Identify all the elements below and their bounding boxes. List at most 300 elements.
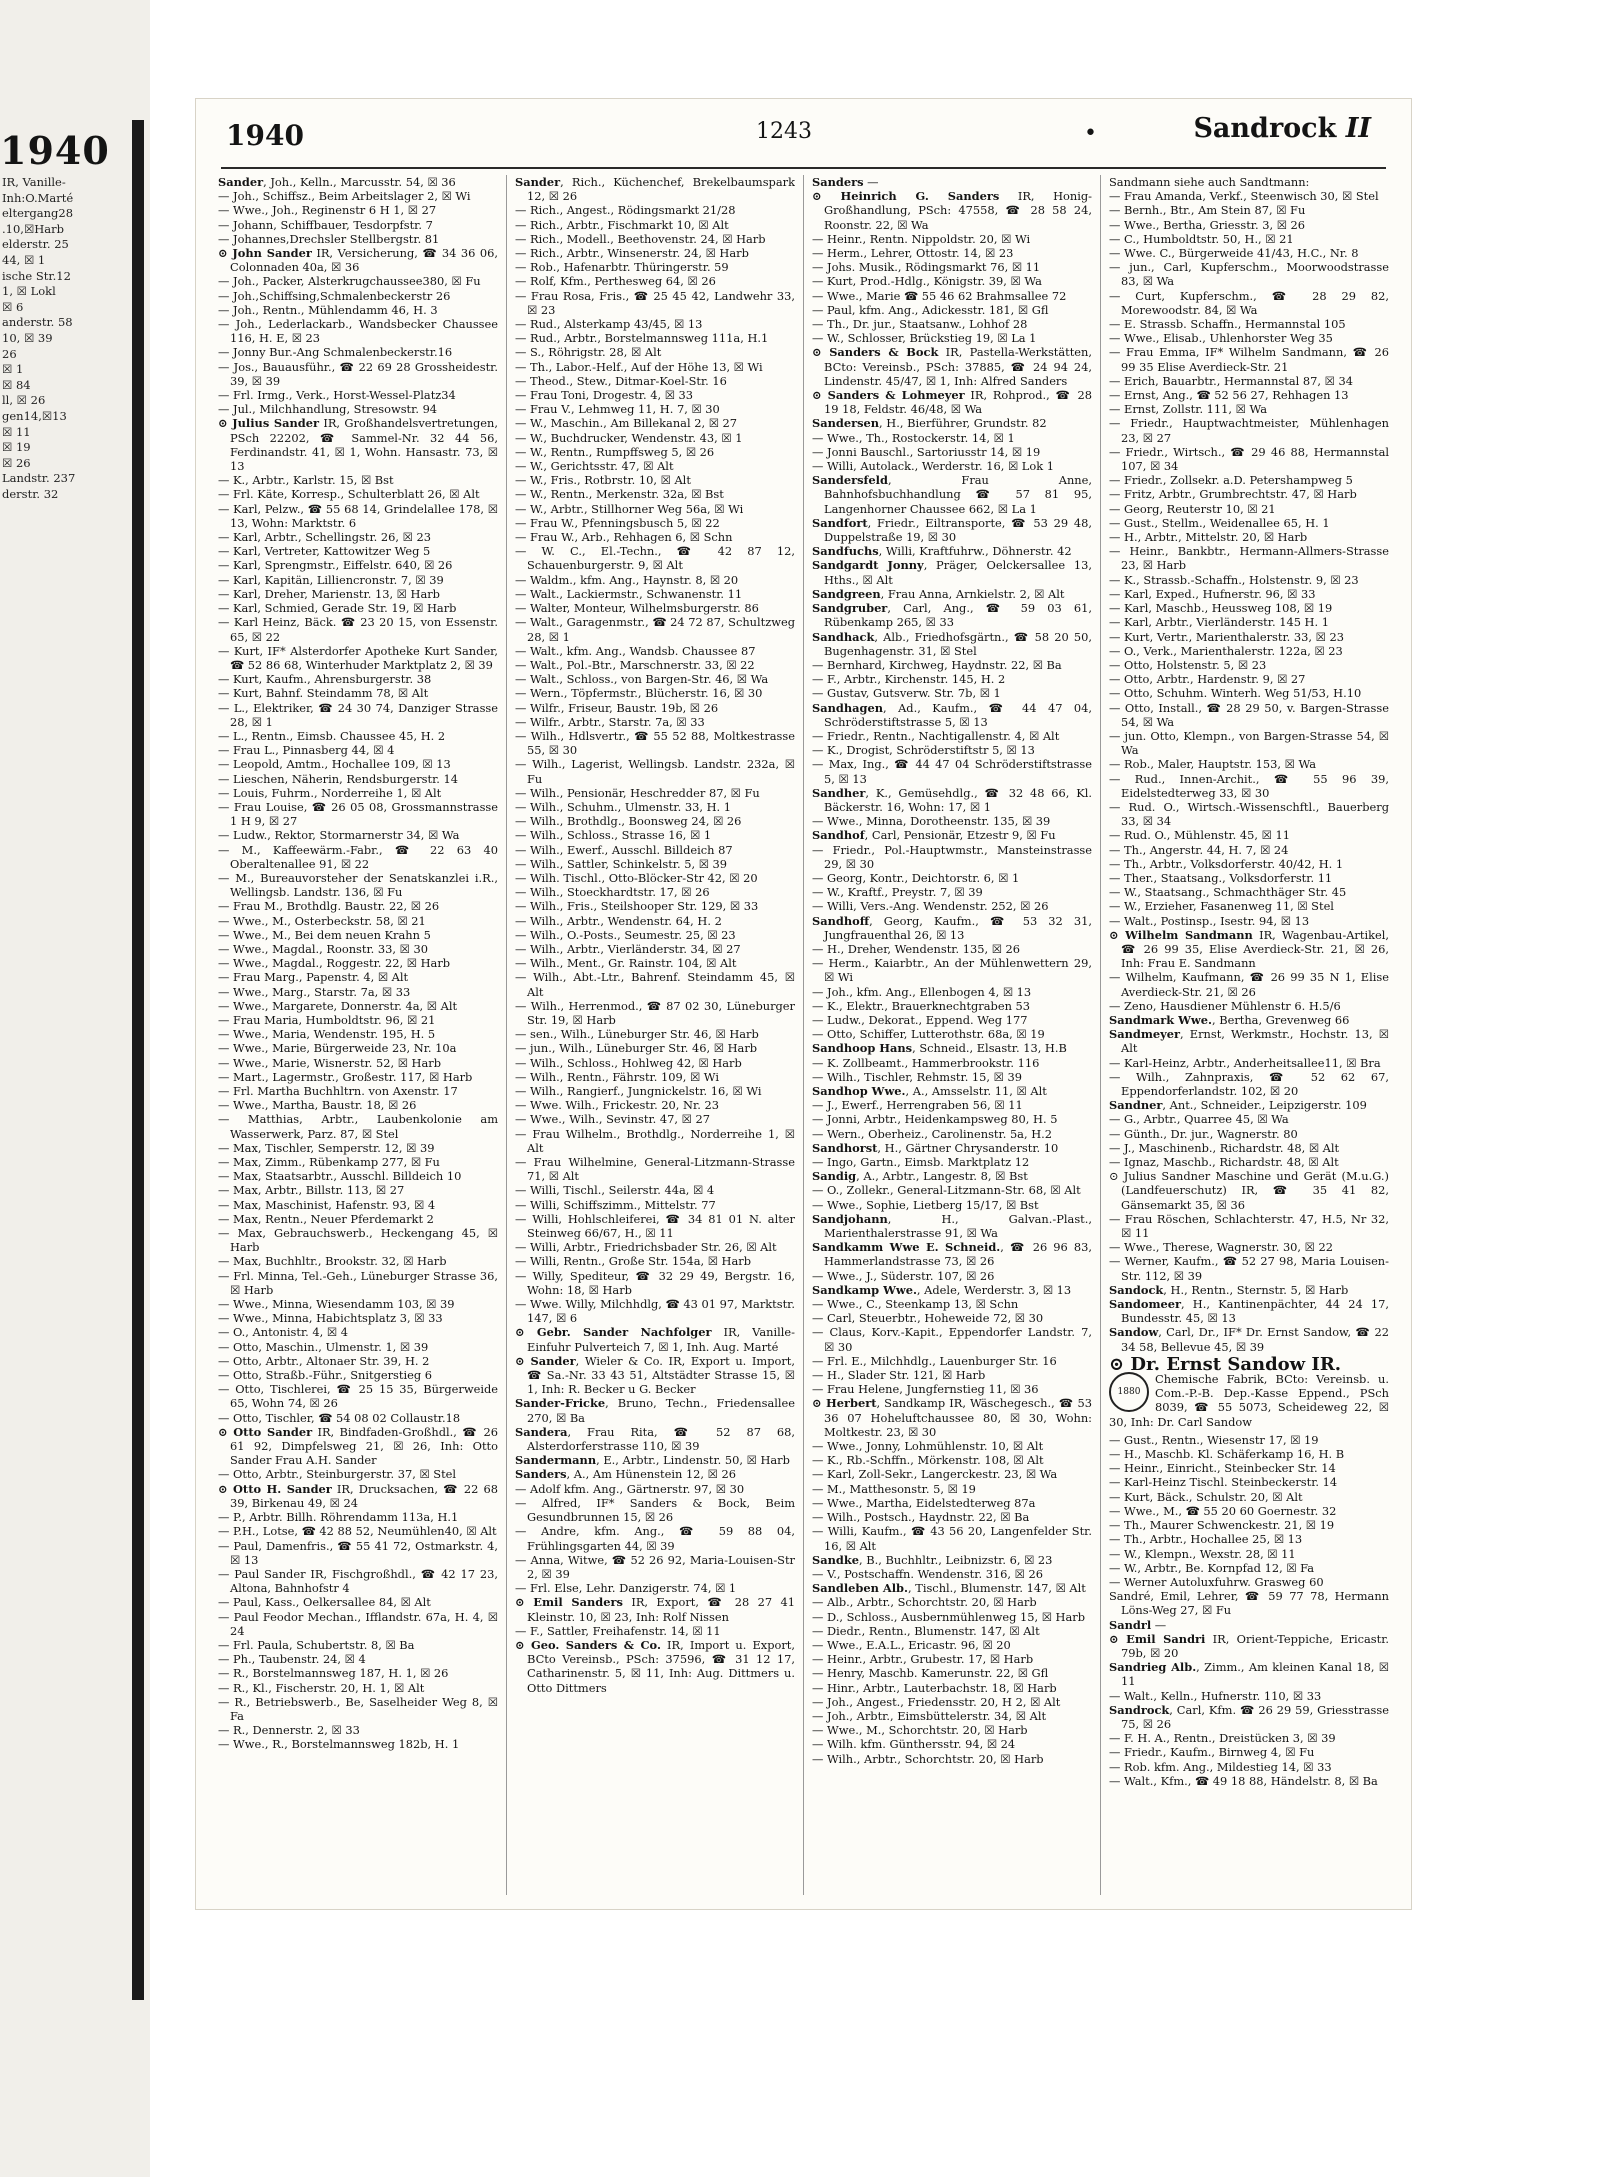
directory-entry: — W., Schlosser, Brückstieg 19, ☒ La 1	[812, 331, 1037, 346]
directory-entry: — jun., Carl, Kupferschm., Moorwoodstrasse 83, ☒ Wa	[1109, 260, 1389, 289]
directory-entry: — Mart., Lagermstr., Großestr. 117, ☒ Harb	[218, 1069, 473, 1084]
directory-entry: — Wilh., Schloss., Hohlweg 42, ☒ Harb	[515, 1055, 742, 1070]
left-page-fragment: ll, ☒ 26	[2, 393, 46, 408]
directory-entry: — Willi, Schiffszimm., Mittelstr. 77	[515, 1197, 716, 1212]
directory-entry: — K., Drogist, Schröderstiftstr 5, ☒ 13	[812, 743, 1035, 758]
directory-entry: — Th., Labor.-Helf., Auf der Höhe 13, ☒ Wi	[515, 359, 763, 374]
directory-entry: ⊙ Heinrich G. Sanders IR, Honig-Großhandlung, PSch: 47558, ☎ 28 58 24, Roonstr. 22, ☒ Wa	[812, 189, 1092, 232]
directory-entry: — W., Erzieher, Fasanenweg 11, ☒ Stel	[1109, 899, 1334, 914]
directory-entry: Sandersfeld, Frau Anne, Bahnhofsbuchhandlung ☎ 57 81 95, Langenhorner Chaussee 662, ☒ La 1	[812, 473, 1092, 516]
directory-entry: — W., Fris., Rotbrstr. 10, ☒ Alt	[515, 473, 691, 488]
directory-entry: — Wwe., Minna, Dorotheenstr. 135, ☒ 39	[812, 814, 1051, 829]
advertisement-text: Chemische Fabrik, BCto: Vereinsb. u. Com.-P.-B. Dep.-Kasse Eppend., PSch 8039, ☎ 55 5073, Scheideweg 22, ☒ 30, Inh: Dr. Carl Sandow	[1109, 1372, 1389, 1429]
directory-entry: — Leopold, Amtm., Hochallee 109, ☒ 13	[218, 757, 451, 772]
directory-entry: — W. C., El.-Techn., ☎ 42 87 12, Schauenburgerstr. 9, ☒ Alt	[515, 544, 795, 573]
directory-entry: — Wwe., M., Osterbeckstr. 58, ☒ 21	[218, 913, 426, 928]
directory-entry: — P.H., Lotse, ☎ 42 88 52, Neumühlen40, ☒ Alt	[218, 1524, 497, 1539]
directory-entry: — Wwe., Elisab., Uhlenhorster Weg 35	[1109, 331, 1333, 346]
left-page-fragment: elderstr. 25	[2, 237, 69, 252]
page-header	[196, 99, 1411, 171]
directory-entry: — Friedr., Zollsekr. a.D. Petershampweg 5	[1109, 473, 1353, 488]
directory-entry: — Kurt, Kaufm., Ahrensburgerstr. 38	[218, 672, 432, 687]
directory-entry: — Wern., Oberheiz., Carolinenstr. 5a, H.2	[812, 1126, 1053, 1141]
directory-entry: — Wwe., Magdal., Roggestr. 22, ☒ Harb	[218, 956, 451, 971]
directory-entry: — Max, Arbtr., Billstr. 113, ☒ 27	[218, 1183, 405, 1198]
directory-entry: — Jonni, Arbtr., Heidenkampsweg 80, H. 5	[812, 1112, 1058, 1127]
directory-entry: — Wilh., Lagerist, Wellingsb. Landstr. 232a, ☒ Fu	[515, 757, 795, 786]
directory-entry: — H., Maschb. Kl. Schäferkamp 16, H. B	[1109, 1447, 1345, 1462]
directory-entry: — Walt., Garagenmstr., ☎ 24 72 87, Schultzweg 28, ☒ 1	[515, 615, 795, 644]
directory-entry: — F., Arbtr., Kirchenstr. 145, H. 2	[812, 672, 1006, 687]
directory-entry: — Walt., Pol.-Btr., Marschnerstr. 33, ☒ 22	[515, 657, 755, 672]
directory-entry: — Wilh. kfm. Günthersstr. 94, ☒ 24	[812, 1737, 1016, 1752]
directory-entry: — Walt., Schloss., von Bargen-Str. 46, ☒ Wa	[515, 672, 769, 687]
directory-entry: Sanders —	[812, 175, 879, 189]
directory-entry: — Rich., Modell., Beethovenstr. 24, ☒ Harb	[515, 231, 766, 246]
directory-entry: — Joh., Packer, Alsterkrugchaussee380, ☒ Fu	[218, 274, 481, 289]
directory-entry: — Jul., Milchhandlung, Stresowstr. 94	[218, 402, 438, 417]
directory-entry: — Wwe., Martha, Eidelstedterweg 87a	[812, 1495, 1036, 1510]
directory-entry: — C., Humboldtstr. 50, H., ☒ 21	[1109, 231, 1294, 246]
directory-entry: — Friedr., Rentn., Nachtigallenstr. 4, ☒ Alt	[812, 728, 1060, 743]
directory-entry: — Gust., Stellm., Weidenallee 65, H. 1	[1109, 515, 1330, 530]
directory-entry: ⊙ Sanders & Bock IR, Pastella-Werkstätten, BCto: Vereinsb., PSch: 37885, ☎ 24 94 24, Lindenstr. 45/47, ☒ 1, Inh: Alfred Sanders	[812, 345, 1092, 388]
directory-entry: — Joh., Angest., Friedensstr. 20, H 2, ☒ Alt	[812, 1694, 1061, 1709]
directory-entry: — Wwe., Therese, Wagnerstr. 30, ☒ 22	[1109, 1240, 1334, 1255]
directory-entry: — W., Klempn., Wexstr. 28, ☒ 11	[1109, 1546, 1296, 1561]
page-number: 1243	[756, 119, 812, 144]
directory-entry: ⊙ Sander, Wieler & Co. IR, Export u. Import, ☎ Sa.-Nr. 33 43 51, Altstädter Strasse 15, ☒ 1, Inh: R. Becker u G. Becker	[515, 1353, 795, 1397]
advertisement-firm-name: ⊙ Dr. Ernst Sandow IR.	[1109, 1353, 1342, 1375]
directory-entry: — Frl. Else, Lehr. Danzigerstr. 74, ☒ 1	[515, 1581, 737, 1596]
directory-entry: — Frau Helene, Jungfernstieg 11, ☒ 36	[812, 1382, 1039, 1397]
directory-entry: — Rich., Arbtr., Fischmarkt 10, ☒ Alt	[515, 217, 729, 232]
directory-entry: — Joh., Rentn., Mühlendamm 46, H. 3	[218, 302, 438, 317]
directory-entry: — Walt., kfm. Ang., Wandsb. Chaussee 87	[515, 643, 756, 658]
directory-entry: — Frau Wilhelm., Brothdlg., Norderreihe 1, ☒ Alt	[515, 1126, 795, 1155]
directory-entry: — Wwe., Marie ☎ 55 46 62 Brahmsallee 72	[812, 288, 1067, 303]
left-page-fragment: ische Str.12	[2, 268, 71, 283]
directory-entry: — Willi, Rentn., Große Str. 154a, ☒ Harb	[515, 1254, 752, 1269]
directory-entry: — Johs. Musik., Rödingsmarkt 76, ☒ 11	[812, 260, 1041, 275]
directory-entry: — K., Arbtr., Karlstr. 15, ☒ Bst	[218, 473, 394, 488]
directory-entry: — Heinr., Bankbtr., Hermann-Allmers-Strasse 23, ☒ Harb	[1109, 544, 1389, 573]
directory-entry: — Karl, Sprengmstr., Eiffelstr. 640, ☒ 26	[218, 558, 453, 573]
directory-entry: — Kurt, Prod.-Hdlg., Königstr. 39, ☒ Wa	[812, 274, 1042, 289]
left-page-fragment: Inh:O.Marté	[2, 190, 74, 205]
directory-entry: — Wwe., Wilh., Sevinstr. 47, ☒ 27	[515, 1112, 710, 1127]
directory-entry: — Wwe., Magdal., Roonstr. 33, ☒ 30	[218, 941, 428, 956]
directory-entry: — F. H. A., Rentn., Dreistücken 3, ☒ 39	[1109, 1731, 1336, 1746]
directory-entry: ⊙ Sanders & Lohmeyer IR, Rohprod., ☎ 28 19 18, Feldstr. 46/48, ☒ Wa	[812, 388, 1092, 417]
directory-entry: — Rob., Hafenarbtr. Thüringerstr. 59	[515, 260, 729, 275]
directory-entry: — Wilh., Arbtr., Wendenstr. 64, H. 2	[515, 913, 722, 928]
directory-entry: — Wilhelm, Kaufmann, ☎ 26 99 35 N 1, Elise Averdieck-Str. 21, ☒ 26	[1109, 970, 1389, 999]
directory-entry: — Frau W., Pfenningsbusch 5, ☒ 22	[515, 515, 720, 530]
directory-entry: Sandhoff, Georg, Kaufm., ☎ 53 32 31, Jungfrauenthal 26, ☒ 13	[812, 913, 1092, 942]
directory-entry: Sandleben Alb., Tischl., Blumenstr. 147, ☒ Alt	[812, 1581, 1086, 1596]
directory-entry: — Karl, Exped., Hufnerstr. 96, ☒ 33	[1109, 586, 1316, 601]
directory-entry: — Max, Zimm., Rübenkamp 277, ☒ Fu	[218, 1155, 440, 1170]
directory-entry: — Wilh., Schloss., Strasse 16, ☒ 1	[515, 828, 712, 843]
directory-entry: — Wwe., M., Schorchtstr. 20, ☒ Harb	[812, 1723, 1028, 1738]
left-page-margin	[0, 0, 150, 2177]
directory-entry: — W., Rentn., Rumpffsweg 5, ☒ 26	[515, 444, 715, 459]
listing-columns	[218, 175, 1388, 1895]
directory-entry: — O., Verk., Marienthalerstr. 122a, ☒ 23	[1109, 643, 1343, 658]
directory-entry: — Joh., Schiffsz., Beim Arbeitslager 2, ☒ Wi	[218, 189, 471, 204]
directory-entry: — Frau Maria, Humboldtstr. 96, ☒ 21	[218, 1012, 436, 1027]
directory-entry: — G., Arbtr., Quarree 45, ☒ Wa	[1109, 1112, 1289, 1127]
directory-entry: — J., Maschinenb., Richardstr. 48, ☒ Alt	[1109, 1140, 1340, 1155]
directory-entry: — Otto, Schuhm. Winterh. Weg 51/53, H.10	[1109, 686, 1362, 701]
directory-entry: — Rud., Alsterkamp 43/45, ☒ 13	[515, 317, 703, 332]
directory-entry: — Max, Maschinist, Hafenstr. 93, ☒ 4	[218, 1197, 436, 1212]
directory-entry: — Max, Buchhltr., Brookstr. 32, ☒ Harb	[218, 1254, 447, 1269]
directory-entry: — W., Arbtr., Stillhorner Weg 56a, ☒ Wi	[515, 501, 744, 516]
directory-entry: — Rud., Innen-Archit., ☎ 55 96 39, Eidelstedterweg 33, ☒ 30	[1109, 771, 1389, 800]
directory-entry: ⊙ Otto Sander IR, Bindfaden-Großhdl., ☎ 26 61 92, Dimpfelsweg 21, ☒ 26, Inh: Otto Sander Frau A.H. Sander	[218, 1424, 498, 1468]
directory-entry: — K. Zollbeamt., Hammerbrookstr. 116	[812, 1055, 1040, 1070]
left-page-fragment: 44, ☒ 1	[2, 252, 46, 267]
directory-entry: — Wilh. Tischl., Otto-Blöcker-Str 42, ☒ 20	[515, 870, 758, 885]
directory-entry: — Walter, Monteur, Wilhelmsburgerstr. 86	[515, 601, 759, 616]
directory-entry: — Rob., Maler, Hauptstr. 153, ☒ Wa	[1109, 757, 1316, 772]
directory-entry: — O., Antonistr. 4, ☒ 4	[218, 1325, 348, 1340]
left-page-fragment: ☒ 1	[2, 362, 24, 377]
directory-entry: — Frau Emma, IF* Wilhelm Sandmann, ☎ 26 99 35 Elise Averdieck-Str. 21	[1109, 345, 1389, 374]
directory-entry: Sandock, H., Rentn., Sternstr. 5, ☒ Harb	[1109, 1282, 1349, 1297]
directory-entry: — Carl, Steuerbtr., Hoheweide 72, ☒ 30	[812, 1311, 1044, 1326]
directory-entry: Sandjohann, H., Galvan.-Plast., Marienthalerstrasse 91, ☒ Wa	[812, 1211, 1092, 1241]
directory-entry: — Paul Sander IR, Fischgroßhdl., ☎ 42 17 23, Altona, Bahnhofstr 4	[218, 1566, 498, 1596]
directory-entry: Sandgreen, Frau Anna, Arnkielstr. 2, ☒ Alt	[812, 586, 1065, 601]
left-page-fragment: ☒ 11	[2, 424, 31, 439]
directory-entry: — Frau Wilhelmine, General-Litzmann-Strasse 71, ☒ Alt	[515, 1155, 795, 1184]
directory-entry: — O., Zollekr., General-Litzmann-Str. 68, ☒ Alt	[812, 1183, 1081, 1198]
directory-entry: Sandrock, Carl, Kfm. ☎ 26 29 59, Griesstrasse 75, ☒ 26	[1109, 1702, 1389, 1731]
directory-entry: — Heinr., Einricht., Steinbecker Str. 14	[1109, 1461, 1336, 1476]
directory-entry: — M., Bureauvorsteher der Senatskanzlei i.R., Wellingsb. Landstr. 136, ☒ Fu	[218, 870, 498, 900]
directory-entry: — Heinr., Rentn. Nippoldstr. 20, ☒ Wi	[812, 231, 1031, 246]
directory-entry: — Ingo, Gartn., Eimsb. Marktplatz 12	[812, 1155, 1030, 1170]
directory-entry: — Friedr., Kaufm., Birnweg 4, ☒ Fu	[1109, 1745, 1315, 1760]
directory-entry: — Otto, Arbtr., Steinburgerstr. 37, ☒ Stel	[218, 1467, 457, 1482]
directory-entry: — Willi, Autolack., Werderstr. 16, ☒ Lok 1	[812, 459, 1054, 474]
directory-entry: — Otto, Arbtr., Altonaer Str. 39, H. 2	[218, 1353, 430, 1368]
directory-entry: — Wwe., R., Borstelmannsweg 182b, H. 1	[218, 1737, 460, 1752]
directory-entry: — Karl, Vertreter, Kattowitzer Weg 5	[218, 544, 431, 559]
directory-entry: — Frau Röschen, Schlachterstr. 47, H.5, Nr 32, ☒ 11	[1109, 1211, 1389, 1241]
directory-entry: — Curt, Kupferschm., ☎ 28 29 82, Morewoodstr. 84, ☒ Wa	[1109, 288, 1389, 317]
directory-entry: — Louis, Fuhrm., Norderreihe 1, ☒ Alt	[218, 785, 442, 800]
directory-entry: — Otto, Straßb.-Führ., Snitgerstieg 6	[218, 1368, 433, 1383]
directory-entry: — Georg, Reuterstr 10, ☒ 21	[1109, 501, 1276, 516]
directory-entry: — Frau V., Lehmweg 11, H. 7, ☒ 30	[515, 402, 720, 417]
directory-entry: — W., Kraftf., Preystr. 7, ☒ 39	[812, 885, 983, 900]
directory-entry: — Waldm., kfm. Ang., Haynstr. 8, ☒ 20	[515, 572, 739, 587]
directory-entry: — Otto, Install., ☎ 28 29 50, v. Bargen-Strasse 54, ☒ Wa	[1109, 700, 1389, 729]
directory-entry: — Claus, Korv.-Kapit., Eppendorfer Landstr. 7, ☒ 30	[812, 1325, 1092, 1354]
directory-entry: — Frl. E., Milchhdlg., Lauenburger Str. 16	[812, 1353, 1057, 1368]
directory-entry: — Theod., Stew., Ditmar-Koel-Str. 16	[515, 373, 727, 388]
directory-entry: — Frau L., Pinnasberg 44, ☒ 4	[218, 743, 395, 758]
directory-entry: — Johann, Schiffbauer, Tesdorpfstr. 7	[218, 217, 433, 232]
directory-entry: — L., Elektriker, ☎ 24 30 74, Danziger Strasse 28, ☒ 1	[218, 700, 498, 729]
directory-entry: — Karl, Maschb., Heussweg 108, ☒ 19	[1109, 601, 1333, 616]
directory-entry: — Willi, Arbtr., Friedrichsbader Str. 26, ☒ Alt	[515, 1240, 777, 1255]
header-dot: •	[1084, 121, 1097, 146]
directory-entry: — Wilh., Arbtr., Vierländerstr. 34, ☒ 27	[515, 941, 741, 956]
directory-entry: — Frau Amanda, Verkf., Steenwisch 30, ☒ Stel	[1109, 189, 1379, 204]
directory-entry: — W., Staatsang., Schmachthäger Str. 45	[1109, 885, 1347, 900]
column-divider	[803, 175, 804, 1895]
left-page-fragment: 1, ☒ Lokl	[2, 284, 56, 299]
directory-entry: — Hinr., Arbtr., Lauterbachstr. 18, ☒ Harb	[812, 1680, 1057, 1695]
directory-entry: — Otto, Holstenstr. 5, ☒ 23	[1109, 657, 1267, 672]
directory-entry: — Wilh., Stoeckhardtstr. 17, ☒ 26	[515, 885, 710, 900]
directory-entry: — Wilh., Herrenmod., ☎ 87 02 30, Lüneburger Str. 19, ☒ Harb	[515, 998, 795, 1027]
directory-entry: Sanders, A., Am Hünenstein 12, ☒ 26	[515, 1467, 737, 1482]
directory-entry: — E. Strassb. Schaffn., Hermannstal 105	[1109, 317, 1346, 332]
directory-entry: — Wilh., Hdlsvertr., ☎ 55 52 88, Moltkestrasse 55, ☒ 30	[515, 728, 795, 758]
directory-entry: — Wilh., Ment., Gr. Rainstr. 104, ☒ Alt	[515, 956, 737, 971]
directory-entry: — Wwe., Maria, Wendenstr. 195, H. 5	[218, 1027, 436, 1042]
directory-entry: — Joh., Arbtr., Eimsbüttelerstr. 34, ☒ Alt	[812, 1708, 1047, 1723]
directory-entry: — R., Borstelmannsweg 187, H. 1, ☒ 26	[218, 1666, 449, 1681]
directory-entry: — W., Gerichtsstr. 47, ☒ Alt	[515, 459, 674, 474]
directory-entry: — Wwe. Wilh., Frickestr. 20, Nr. 23	[515, 1098, 719, 1113]
directory-entry: Sandhoop Hans, Schneid., Elsastr. 13, H.B	[812, 1041, 1067, 1056]
directory-entry: — Frl. Minna, Tel.-Geh., Lüneburger Strasse 36, ☒ Harb	[218, 1268, 498, 1297]
directory-entry: — Kurt, Vertr., Marienthalerstr. 33, ☒ 23	[1109, 629, 1344, 644]
directory-entry: — Diedr., Rentn., Blumenstr. 147, ☒ Alt	[812, 1623, 1040, 1638]
directory-entry: — Wwe., Marie, Bürgerweide 23, Nr. 10a	[218, 1041, 457, 1056]
header-year: 1940	[226, 119, 304, 152]
directory-entry: — J., Ewerf., Herrengraben 56, ☒ 11	[812, 1098, 1023, 1113]
directory-entry: — Wwe., M., ☎ 55 20 60 Goernestr. 32	[1109, 1503, 1337, 1518]
header-rule	[221, 167, 1386, 169]
directory-entry: — Wilh., Fris., Steilshooper Str. 129, ☒ 33	[515, 899, 759, 914]
directory-entry: — Rich., Arbtr., Winsenerstr. 24, ☒ Harb	[515, 246, 749, 261]
directory-entry: — K., Strassb.-Schaffn., Holstenstr. 9, ☒ 23	[1109, 572, 1359, 587]
directory-entry: Sandgruber, Carl, Ang., ☎ 59 03 61, Rübenkamp 265, ☒ 33	[812, 601, 1092, 630]
column-4	[1109, 175, 1389, 1895]
directory-entry: — R., Betriebswerb., Be, Saselheider Weg 8, ☒ Fa	[218, 1694, 498, 1723]
directory-entry: Sandmeyer, Ernst, Werkmstr., Hochstr. 13, ☒ Alt	[1109, 1027, 1389, 1056]
directory-entry: — Lieschen, Näherin, Rendsburgerstr. 14	[218, 771, 459, 786]
directory-entry: — Joh.,Schiffsing,Schmalenbeckerstr 26	[218, 288, 451, 303]
directory-entry: — Georg, Kontr., Deichtorstr. 6, ☒ 1	[812, 870, 1020, 885]
directory-entry: — Ludw., Dekorat., Eppend. Weg 177	[812, 1012, 1028, 1027]
directory-entry: — sen., Wilh., Lüneburger Str. 46, ☒ Harb	[515, 1027, 759, 1042]
directory-entry: Sandhack, Alb., Friedhofsgärtn., ☎ 58 20 50, Bugenhagenstr. 31, ☒ Stel	[812, 629, 1092, 658]
directory-entry: — Friedr., Wirtsch., ☎ 29 46 88, Hermannstal 107, ☒ 34	[1109, 444, 1389, 474]
directory-entry: ⊙ Otto H. Sander IR, Drucksachen, ☎ 22 68 39, Birkenau 49, ☒ 24	[218, 1481, 498, 1510]
directory-entry: — Wilh., Arbtr., Schorchtstr. 20, ☒ Harb	[812, 1751, 1044, 1766]
directory-entry: — Wwe., M., Bei dem neuen Krahn 5	[218, 927, 431, 942]
header-name-range	[1193, 113, 1371, 144]
directory-entry: — Max, Tischler, Semperstr. 12, ☒ 39	[218, 1140, 435, 1155]
directory-entry: — Wilfr., Friseur, Baustr. 19b, ☒ 26	[515, 700, 719, 715]
directory-entry: — Willi, Vers.-Ang. Wendenstr. 252, ☒ 26	[812, 899, 1049, 914]
directory-entry: — Jonny Bur.-Ang Schmalenbeckerstr.16	[218, 345, 453, 360]
directory-entry: — Werner, Kaufm., ☎ 52 27 98, Maria Louisen-Str. 112, ☒ 39	[1109, 1254, 1389, 1283]
header-range-name: Sandrock	[1193, 113, 1337, 144]
directory-entry: — Th., Maurer Schwenckestr. 21, ☒ 19	[1109, 1518, 1335, 1533]
directory-entry: — Karl Heinz, Bäck. ☎ 23 20 15, von Essenstr. 65, ☒ 22	[218, 615, 498, 644]
directory-entry: — Frau Rosa, Fris., ☎ 25 45 42, Landwehr 33, ☒ 23	[515, 288, 795, 317]
directory-entry: — Wwe., Martha, Baustr. 18, ☒ 26	[218, 1098, 417, 1113]
left-page-fragment: ☒ 84	[2, 377, 31, 392]
directory-entry: — Willy, Spediteur, ☎ 32 29 49, Bergstr. 16, Wohn: 18, ☒ Harb	[515, 1268, 795, 1297]
directory-entry: — R., Kl., Fischerstr. 20, H. 1, ☒ Alt	[218, 1680, 425, 1695]
directory-entry: — Frau M., Brothdlg. Baustr. 22, ☒ 26	[218, 899, 440, 914]
directory-entry: Sandhagen, Ad., Kaufm., ☎ 44 47 04, Schröderstiftstrasse 5, ☒ 13	[812, 700, 1092, 729]
header-range-suffix: II	[1345, 113, 1371, 144]
directory-entry: Sandfort, Friedr., Eiltransporte, ☎ 53 29 48, Duppelstraße 19, ☒ 30	[812, 515, 1092, 545]
directory-entry: — Rud. O., Mühlenstr. 45, ☒ 11	[1109, 828, 1290, 843]
directory-entry: — Max, Staatsarbtr., Ausschl. Billdeich 10	[218, 1169, 462, 1184]
directory-entry: Sandrl —	[1109, 1617, 1167, 1632]
directory-entry: — Wwe., Jonny, Lohmühlenstr. 10, ☒ Alt	[812, 1439, 1044, 1454]
left-page-year: 1940	[0, 128, 110, 173]
directory-entry: — K., Rb.-Schffn., Mörkenstr. 108, ☒ Alt	[812, 1453, 1044, 1468]
directory-entry: — Max, Gebrauchswerb., Heckengang 45, ☒ Harb	[218, 1226, 498, 1255]
directory-entry: — Johannes,Drechsler Stellbergstr. 81	[218, 231, 440, 246]
company-seal: 1880	[1109, 1372, 1149, 1412]
directory-entry: — Wwe., Marie, Wisnerstr. 52, ☒ Harb	[218, 1055, 442, 1070]
directory-entry: — Bernh., Btr., Am Stein 87, ☒ Fu	[1109, 203, 1306, 218]
left-page-fragment: .10,☒Harb	[2, 221, 64, 236]
directory-entry: — Wilh., Rentn., Fährstr. 109, ☒ Wi	[515, 1069, 719, 1084]
left-page-fragment: eltergang28	[2, 206, 74, 221]
directory-entry: — Wwe., Th., Rostockerstr. 14, ☒ 1	[812, 430, 1015, 445]
directory-entry: — H., Slader Str. 121, ☒ Harb	[812, 1368, 986, 1383]
directory-entry: — Otto, Tischler, ☎ 54 08 02 Collaustr.18	[218, 1410, 461, 1425]
left-page-fragment: ☒ 19	[2, 440, 31, 455]
directory-entry: — Andre, kfm. Ang., ☎ 59 88 04, Frühlingsgarten 44, ☒ 39	[515, 1524, 795, 1553]
directory-entry: — H., Dreher, Wendenstr. 135, ☒ 26	[812, 941, 1021, 956]
directory-entry: Sandkamp Wwe., Adele, Werderstr. 3, ☒ 13	[812, 1282, 1072, 1297]
directory-entry: — V., Postschaffn. Wendenstr. 316, ☒ 26	[812, 1566, 1044, 1581]
directory-entry: — W., Arbtr., Be. Kornpfad 12, ☒ Fa	[1109, 1560, 1315, 1575]
directory-entry: — jun., Wilh., Lüneburger Str. 46, ☒ Harb	[515, 1041, 758, 1056]
directory-entry: ⊙ Julius Sander IR, Großhandelsvertretungen, PSch 22202, ☎ Sammel-Nr. 32 44 56, Ferdinandstr. 41, ☒ 1, Wohn. Hansastr. 73, ☒ 13	[218, 416, 498, 474]
directory-entry: — Ther., Staatsang., Volksdorferstr. 11	[1109, 870, 1333, 885]
directory-entry: — Kurt, Bäck., Schulstr. 20, ☒ Alt	[1109, 1489, 1303, 1504]
directory-entry: Sandgardt Jonny, Präger, Oelckersallee 13, Hths., ☒ Alt	[812, 558, 1092, 587]
directory-entry: — Wilh., Abt.-Ltr., Bahrenf. Steindamm 45, ☒ Alt	[515, 970, 795, 999]
directory-entry: — W., Buchdrucker, Wendenstr. 43, ☒ 1	[515, 430, 743, 445]
directory-entry: — Willi, Hohlschleiferei, ☎ 34 81 01 N. alter Steinweg 66/67, H., ☒ 11	[515, 1211, 795, 1241]
directory-entry: — Wwe., J., Süderstr. 107, ☒ 26	[812, 1268, 995, 1283]
directory-entry: — Wern., Töpfermstr., Blücherstr. 16, ☒ 30	[515, 686, 763, 701]
directory-entry: Sandera, Frau Rita, ☎ 52 87 68, Alsterdorferstrasse 110, ☒ 39	[515, 1424, 795, 1454]
directory-entry: — Otto, Schiffer, Lutterothstr. 68a, ☒ 19	[812, 1027, 1045, 1042]
directory-entry: — Wwe., E.A.L., Ericastr. 96, ☒ 20	[812, 1637, 1011, 1652]
left-page-fragment: 26	[2, 346, 17, 361]
directory-entry: — Karl, Kapitän, Lilliencronstr. 7, ☒ 39	[218, 572, 444, 587]
directory-entry: — Th., Arbtr., Hochallee 25, ☒ 13	[1109, 1532, 1303, 1547]
directory-entry: Sander-Fricke, Bruno, Techn., Friedensallee 270, ☒ Ba	[515, 1396, 795, 1425]
directory-entry: — Gustav, Gutsverw. Str. 7b, ☒ 1	[812, 686, 1001, 701]
directory-entry: — Adolf kfm. Ang., Gärtnerstr. 97, ☒ 30	[515, 1481, 745, 1496]
directory-entry: — Zeno, Hausdiener Mühlenstr 6. H.5/6	[1109, 998, 1341, 1013]
directory-entry: — Alb., Arbtr., Schorchtstr. 20, ☒ Harb	[812, 1595, 1037, 1610]
directory-entry: ⊙ Gebr. Sander Nachfolger IR, Vanille-Einfuhr Pulverteich 7, ☒ 1, Inh. Aug. Marté	[515, 1325, 795, 1354]
directory-entry: — Karl, Dreher, Marienstr. 13, ☒ Harb	[218, 586, 440, 601]
directory-entry: — Paul, Kass., Oelkersallee 84, ☒ Alt	[218, 1595, 431, 1610]
directory-entry: — Wilh., Brothdlg., Boonsweg 24, ☒ 26	[515, 814, 742, 829]
directory-entry: — Günth., Dr. jur., Wagnerstr. 80	[1109, 1126, 1298, 1141]
directory-entry: — Wilh., Ewerf., Ausschl. Billdeich 87	[515, 842, 733, 857]
directory-entry: — Joh., Lederlackarb., Wandsbecker Chaussee 116, H. E, ☒ 23	[218, 317, 498, 346]
directory-entry: — Frl. Martha Buchhltrn. von Axenstr. 17	[218, 1084, 458, 1098]
directory-entry: — Wwe., Margarete, Donnerstr. 4a, ☒ Alt	[218, 998, 458, 1013]
directory-entry: — Frau Toni, Drogestr. 4, ☒ 33	[515, 388, 694, 403]
directory-entry: Sandersen, H., Bierführer, Grundstr. 82	[812, 416, 1047, 431]
directory-entry: — Paul, kfm. Ang., Adickesstr. 181, ☒ Gfl	[812, 302, 1049, 317]
directory-entry: — P., Arbtr. Billh. Röhrendamm 113a, H.1	[218, 1510, 459, 1525]
directory-entry: — Wwe., Bertha, Griesstr. 3, ☒ 26	[1109, 217, 1306, 232]
directory-entry: — Frau W., Arb., Rehhagen 6, ☒ Schn	[515, 530, 733, 545]
left-page-fragment: derstr. 32	[2, 486, 59, 501]
directory-entry: — Th., Angerstr. 44, H. 7, ☒ 24	[1109, 842, 1289, 857]
column-3	[812, 175, 1092, 1895]
directory-entry: — Kurt, IF* Alsterdorfer Apotheke Kurt Sander, ☎ 52 86 68, Winterhuder Marktplatz 2, ☒ 39	[218, 643, 498, 672]
directory-entry: Sandmark Wwe., Bertha, Grevenweg 66	[1109, 1012, 1350, 1027]
left-page-fragment: IR, Vanille-	[2, 175, 66, 189]
directory-entry: Sandhorst, H., Gärtner Chrysanderstr. 10	[812, 1140, 1059, 1155]
sandow-advertisement	[1109, 1353, 1389, 1429]
directory-entry: — Matthias, Arbtr., Laubenkolonie am Wasserwerk, Parz. 87, ☒ Stel	[218, 1112, 498, 1141]
directory-entry: — Wwe., Joh., Reginenstr 6 H 1, ☒ 27	[218, 203, 437, 218]
directory-entry: ⊙ John Sander IR, Versicherung, ☎ 34 36 06, Colonnaden 40a, ☒ 36	[218, 246, 498, 275]
directory-entry: — Karl, Schmied, Gerade Str. 19, ☒ Harb	[218, 601, 457, 616]
directory-entry: — Gust., Rentn., Wiesenstr 17, ☒ 19	[1109, 1432, 1319, 1447]
directory-entry: Sandner, Ant., Schneider., Leipzigerstr. 109	[1109, 1098, 1367, 1113]
directory-entry: — jun. Otto, Klempn., von Bargen-Strasse 54, ☒ Wa	[1109, 728, 1389, 758]
directory-entry: — Jos., Bauausführ., ☎ 22 69 28 Grossheidestr. 39, ☒ 39	[218, 359, 498, 388]
directory-entry: — Walt., Postinsp., Isestr. 94, ☒ 13	[1109, 913, 1310, 928]
directory-entry: Sandkamm Wwe E. Schneid., ☎ 26 96 83, Hammerlandstrasse 73, ☒ 26	[812, 1240, 1092, 1269]
directory-entry: — Karl, Zoll-Sekr., Langerckestr. 23, ☒ Wa	[812, 1467, 1058, 1482]
directory-entry: — L., Rentn., Eimsb. Chaussee 45, H. 2	[218, 728, 446, 743]
left-page-fragment: Landstr. 237	[2, 471, 76, 486]
directory-entry: — Anna, Witwe, ☎ 52 26 92, Maria-Louisen-Str 2, ☒ 39	[515, 1552, 795, 1581]
directory-entry: — Frau Marg., Papenstr. 4, ☒ Alt	[218, 970, 409, 985]
directory-entry: — Rich., Angest., Rödingsmarkt 21/28	[515, 203, 736, 218]
directory-entry: — Rud., Arbtr., Borstelmannsweg 111a, H.1	[515, 331, 769, 346]
directory-entry: — Wwe., C., Steenkamp 13, ☒ Schn	[812, 1297, 1019, 1312]
directory-entry: — Otto, Arbtr., Hardenstr. 9, ☒ 27	[1109, 672, 1306, 687]
directory-entry: — Karl, Arbtr., Vierländerstr. 145 H. 1	[1109, 615, 1329, 630]
directory-entry: — Frl. Paula, Schubertstr. 8, ☒ Ba	[218, 1637, 415, 1652]
directory-entry: — Frl. Irmg., Verk., Horst-Wessel-Platz34	[218, 388, 456, 403]
left-page-fragment: ☒ 6	[2, 299, 24, 314]
directory-entry: — Rolf, Kfm., Perthesweg 64, ☒ 26	[515, 274, 716, 289]
directory-entry: — Friedr., Pol.-Hauptwmstr., Mansteinstrasse 29, ☒ 30	[812, 842, 1092, 871]
left-page-fragment: anderstr. 58	[2, 315, 73, 330]
directory-entry: — Karl-Heinz Tischl. Steinbeckerstr. 14	[1109, 1475, 1338, 1490]
directory-entry: — Walt., Kelln., Hufnerstr. 110, ☒ 33	[1109, 1688, 1322, 1703]
directory-entry: — W., Maschin., Am Billekanal 2, ☒ 27	[515, 416, 738, 431]
directory-entry: — Wwe., Sophie, Lietberg 15/17, ☒ Bst	[812, 1197, 1039, 1212]
directory-entry: Sandher, K., Gemüsehdlg., ☎ 32 48 66, Kl. Bäckerstr. 16, Wohn: 17, ☒ 1	[812, 785, 1092, 814]
directory-entry: — Th., Arbtr., Volksdorferstr. 40/42, H. 1	[1109, 856, 1344, 871]
directory-entry: — Karl-Heinz, Arbtr., Anderheitsallee11, ☒ Bra	[1109, 1055, 1381, 1070]
